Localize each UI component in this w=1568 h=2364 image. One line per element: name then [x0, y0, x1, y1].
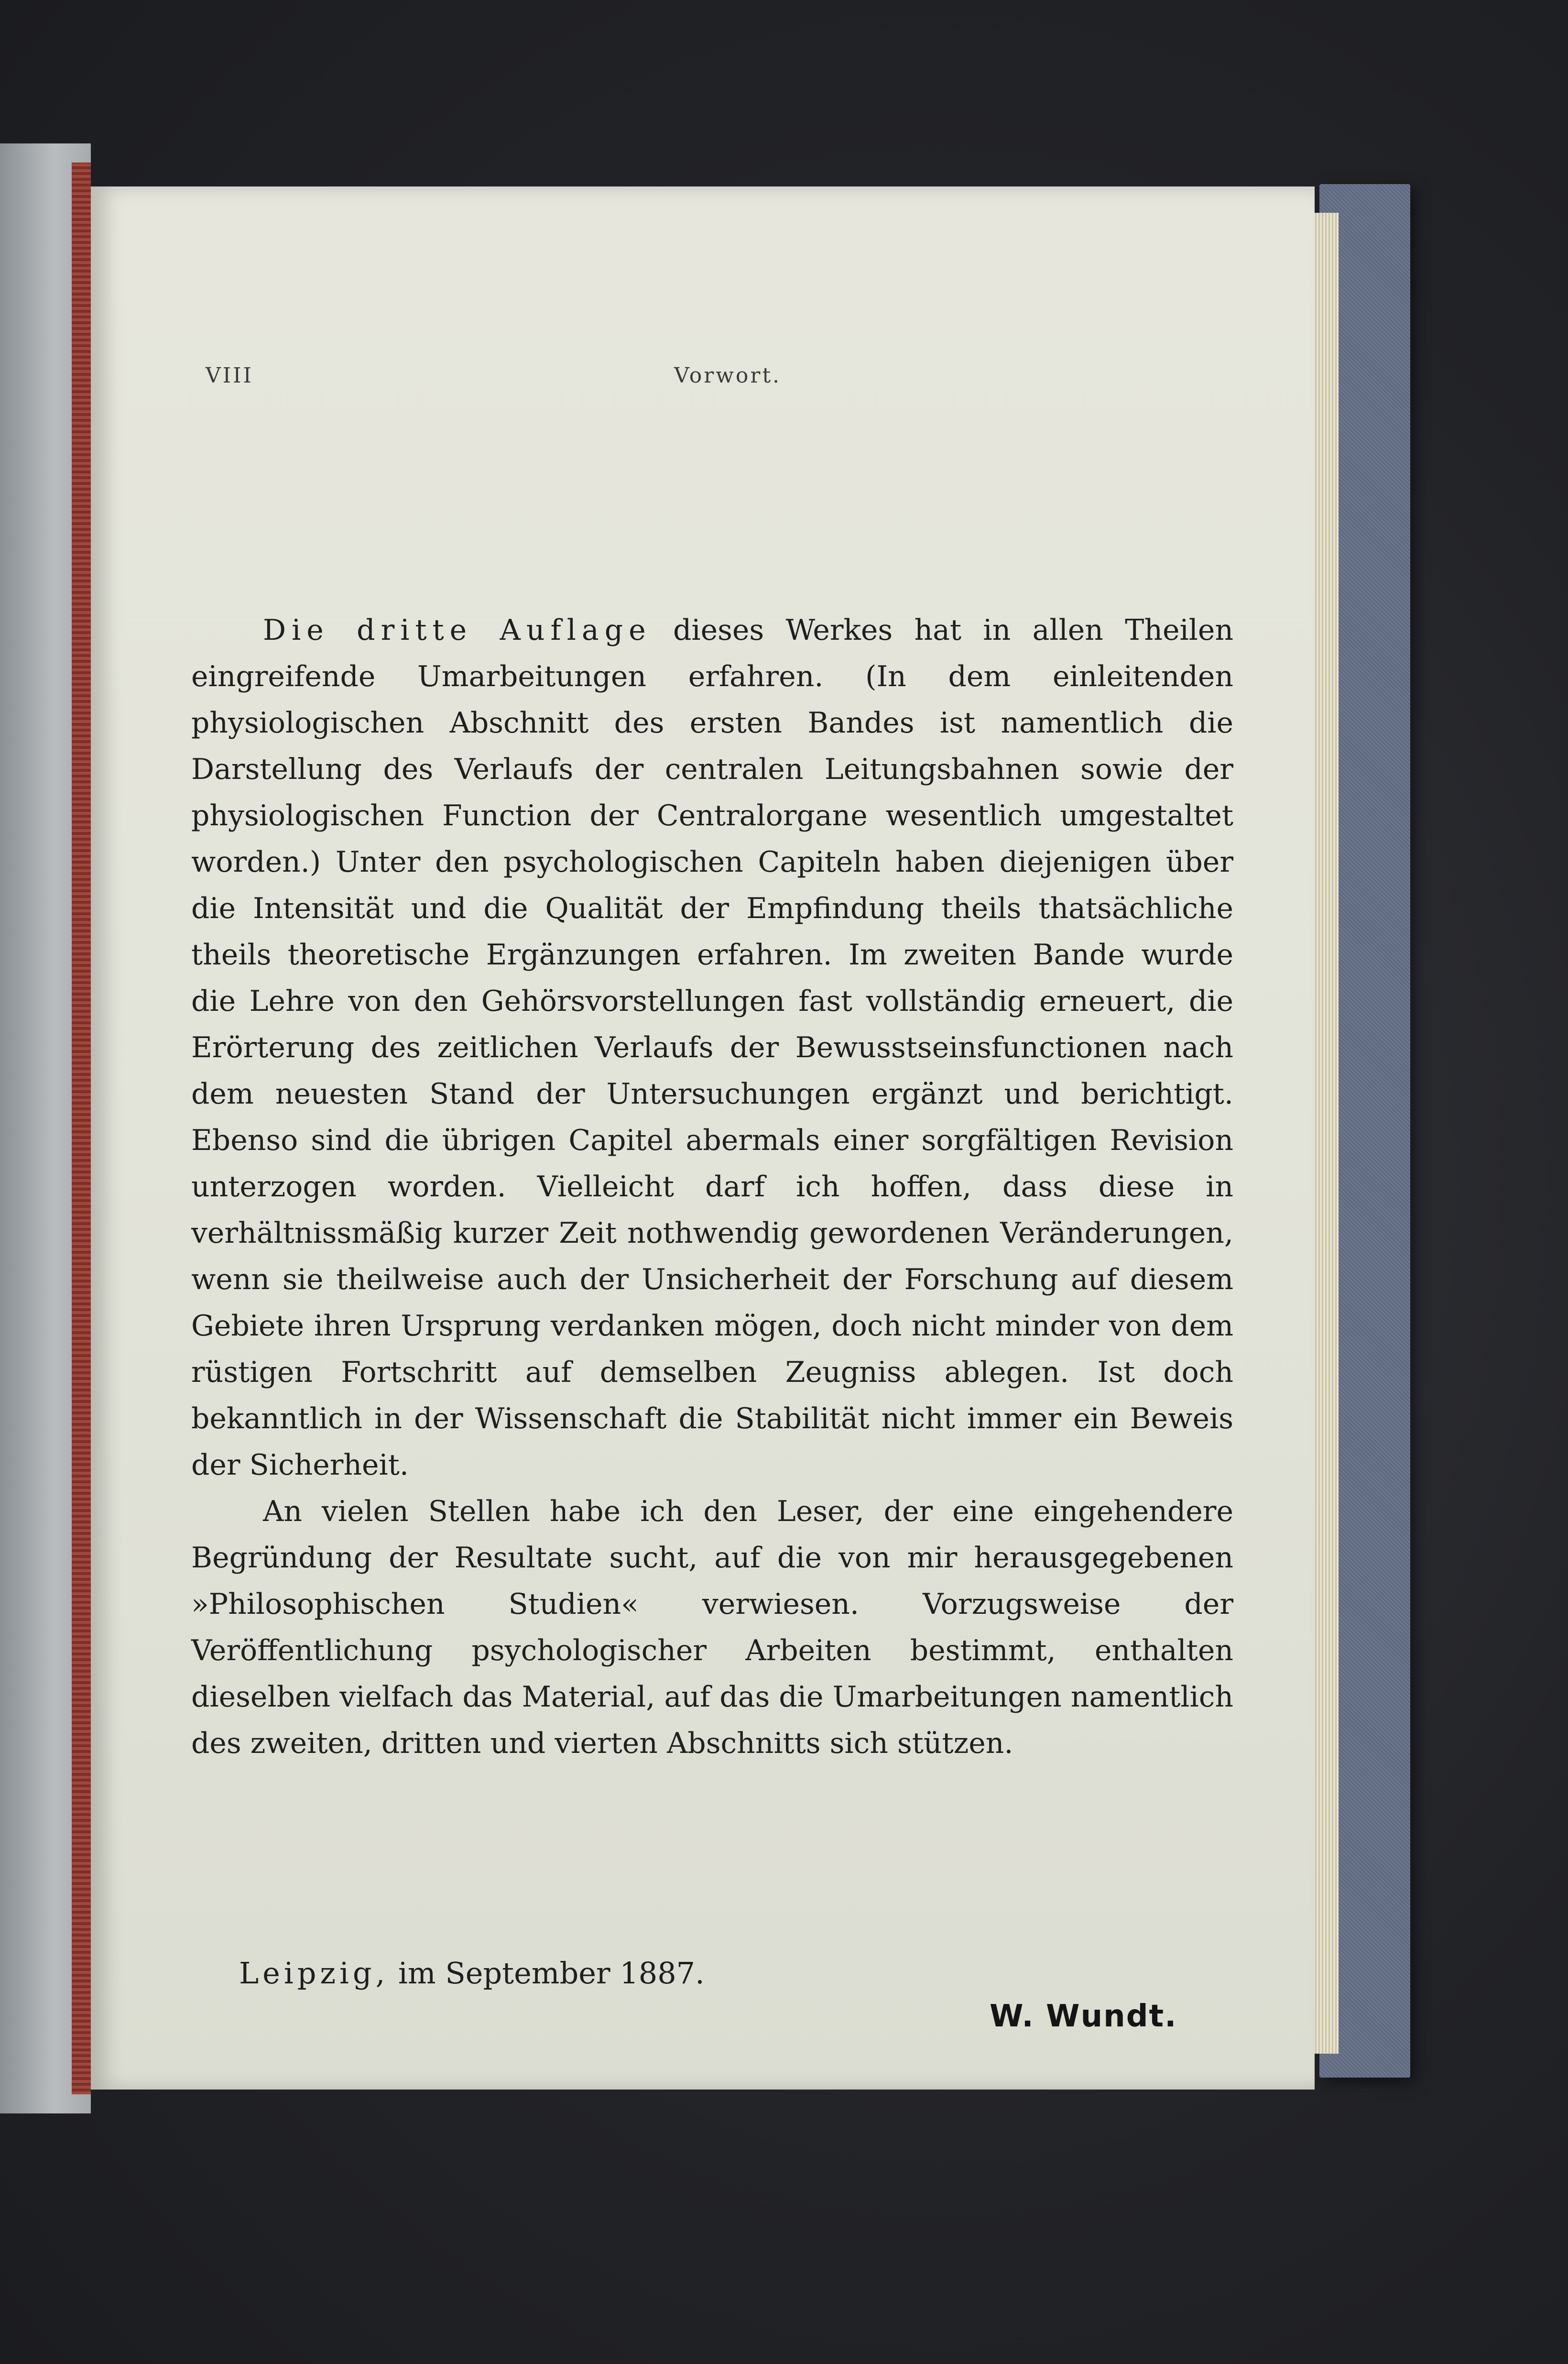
page-number: VIII [206, 363, 253, 388]
author-signature: W. Wundt. [990, 1999, 1177, 2034]
book-page [91, 186, 1315, 2090]
date: im September 1887. [398, 1956, 705, 1991]
paragraph-2: An vielen Stellen habe ich den Leser, der eine eingehendere Begründung der Resultate sucht, auf die von mir herausgegebenen »Philosophischen Studien« verwiesen. Vorzugsweise der Veröffentlichung psychologischer Arbeiten bestimmt, enthalten dieselben vielfach das Material, auf das die Umarbeitungen namentlich des zweiten, dritten und vierten Abschnitts sich stützen. [191, 1495, 1233, 1760]
body-text [191, 607, 1233, 1767]
place-date-line [239, 1956, 705, 1991]
paragraph-1-text: dieses Werkes hat in allen Theilen eingreifende Umarbeitungen erfahren. (In dem einleitenden physiologischen Abschnitt des ersten Bandes ist namentlich die Darstellung des Verlaufs der centralen Leitungsbahnen sowie der physiologischen Function der Centralorgane wesentlich umgestaltet worden.) Unter den psychologischen Capiteln haben diejenigen über die Intensität und die Qualität der Empfindung theils thatsächliche theils theoretische Ergänzungen erfahren. Im zweiten Bande wurde die Lehre von den Gehörsvorstellungen fast vollständig erneuert, die Erörterung des zeitlichen Verlaufs der Bewusstseinsfunctionen nach dem neuesten Stand der Untersuchungen ergänzt und berichtigt. Ebenso sind die übrigen Capitel abermals einer sorgfältigen Revision unterzogen worden. Vielleicht darf ich hoffen, dass diese in verhältnissmäßig kurzer Zeit nothwendig gewordenen Veränderungen, wenn sie theilweise auch der Unsicherheit der Forschung auf diesem Gebiete ihren Ursprung verdanken mögen, doch nicht minder von dem rüstigen Fortschritt auf demselben Zeugniss ablegen. Ist doch bekanntlich in der Wissenschaft die Stabilität nicht immer ein Beweis der Sicherheit. [191, 613, 1233, 1482]
running-head [91, 363, 1315, 402]
left-page-red-edge [72, 163, 91, 2094]
emphasis-dritte-auflage: Die dritte Auflage [263, 613, 652, 647]
paragraph-1 [191, 607, 1233, 1488]
place: Leipzig, [239, 1956, 389, 1991]
running-title: Vorwort. [674, 363, 782, 388]
